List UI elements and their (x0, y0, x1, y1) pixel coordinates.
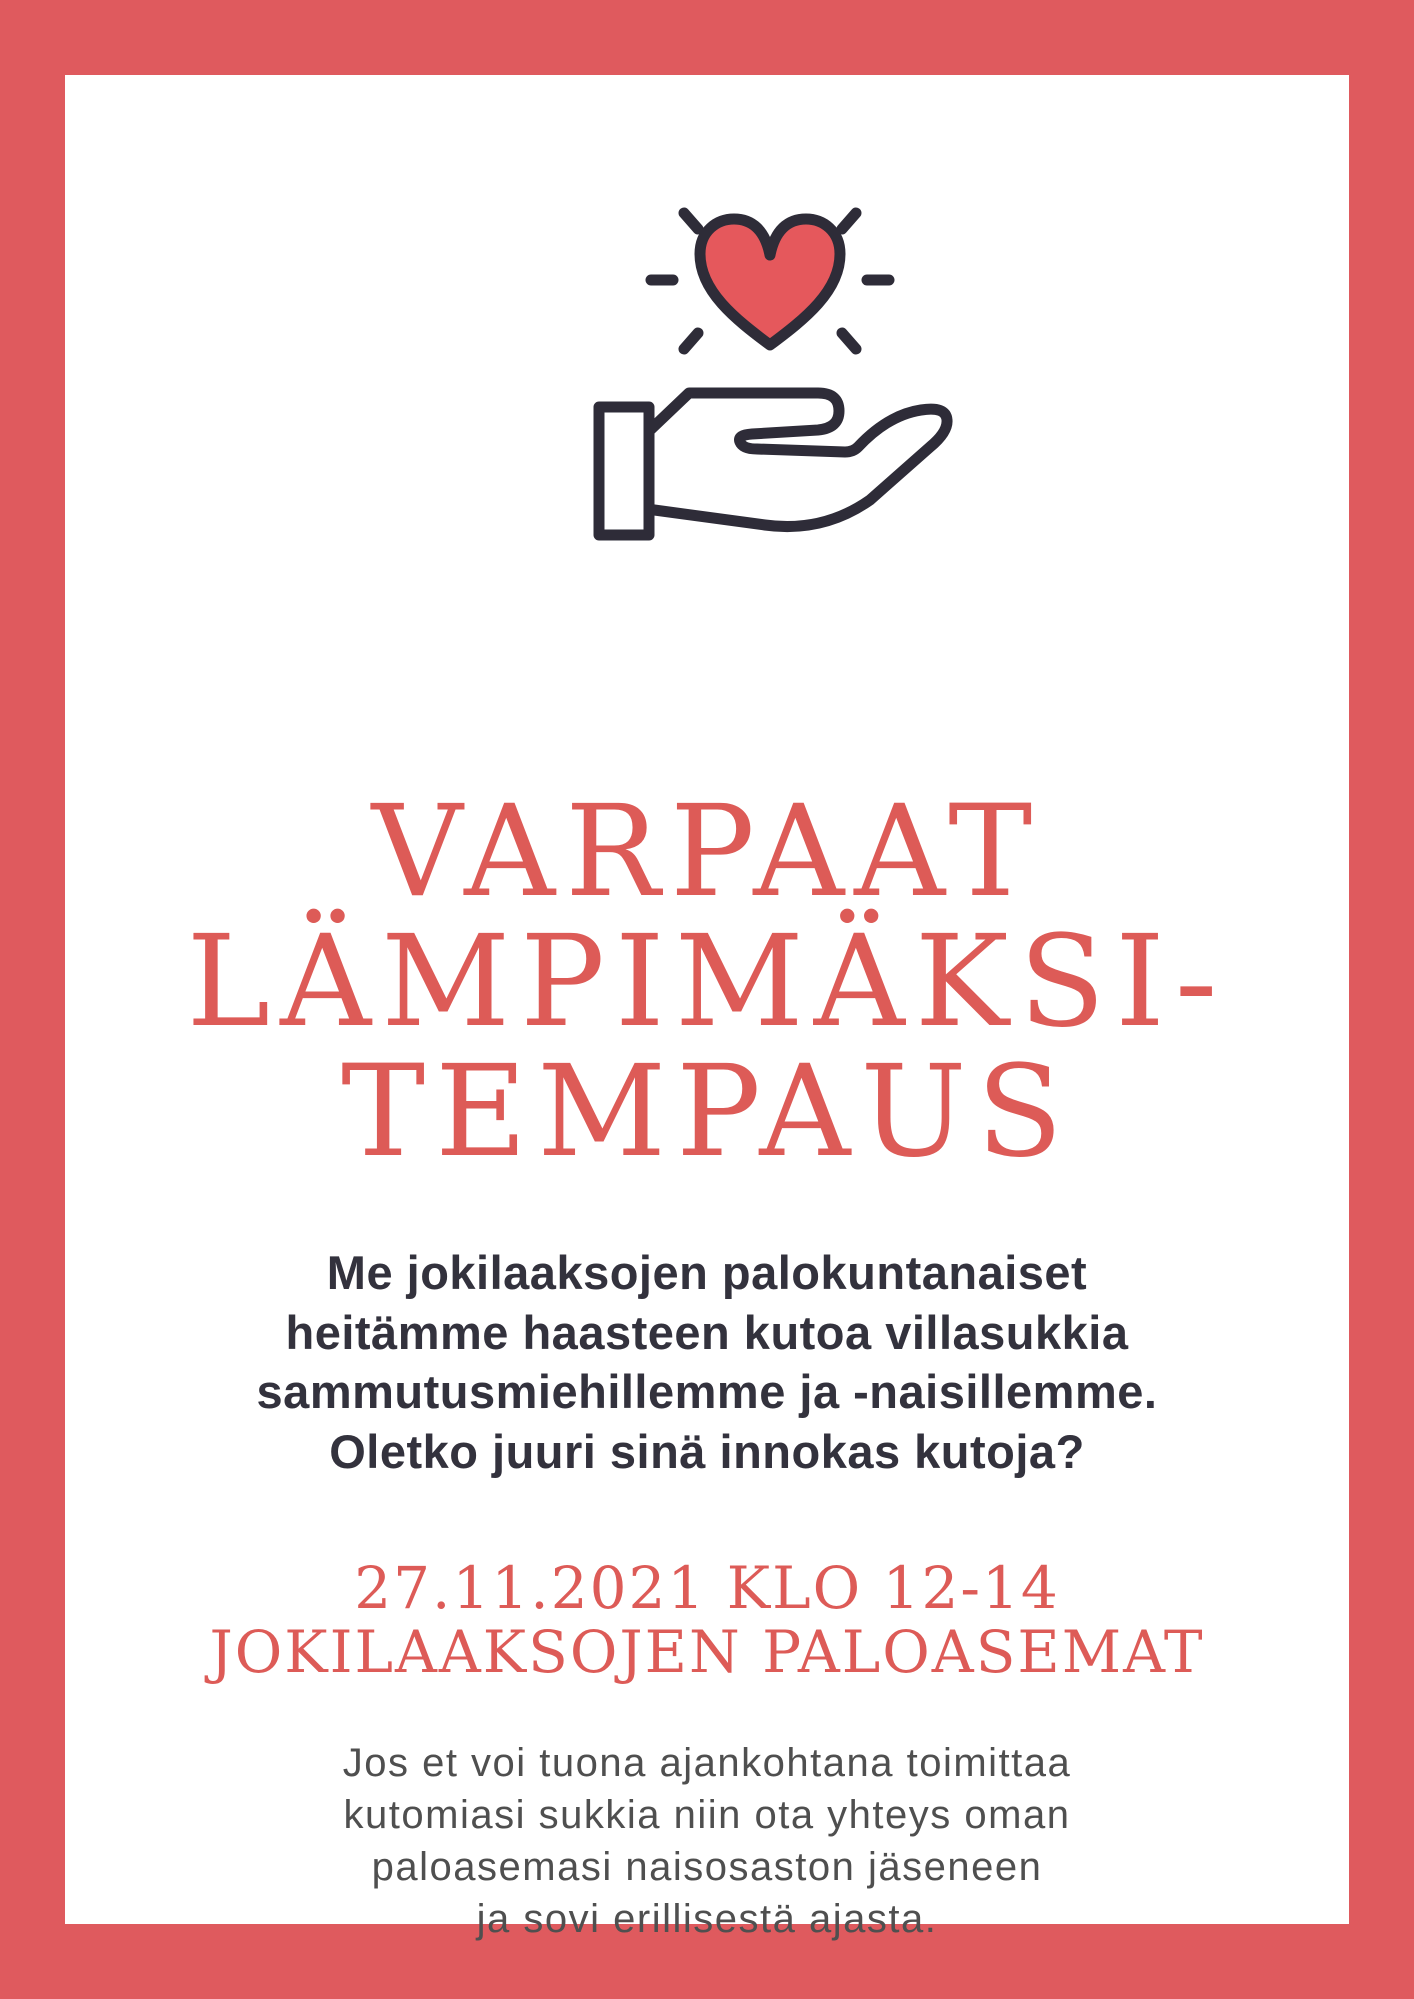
intro-line: Oletko juuri sinä innokas kutoja? (329, 1425, 1085, 1479)
note-line: Jos et voi tuona ajankohtana toimittaa (342, 1741, 1072, 1785)
heart-in-hand-svg (585, 183, 957, 545)
title-line: TEMPAUS (341, 1037, 1073, 1185)
intro-line: heitämme haasteen kutoa villasukkia (285, 1305, 1129, 1359)
footer-note (130, 1737, 1284, 1945)
intro-text (130, 1243, 1284, 1482)
title-line: LÄMPIMÄKSI- (186, 907, 1228, 1055)
note-line: ja sovi erillisestä ajasta. (476, 1897, 938, 1941)
hand-icon (599, 393, 947, 535)
title-line: VARPAAT (371, 778, 1043, 925)
heart-icon (700, 219, 840, 345)
event-location: JOKILAAKSOJEN PALOASEMAT (209, 1617, 1205, 1686)
note-line: kutomiasi sukkia niin ota yhteys oman (343, 1793, 1071, 1837)
intro-line: sammutusmiehillemme ja -naisillemme. (256, 1365, 1158, 1419)
poster-inner-panel (65, 75, 1349, 1941)
intro-line: Me jokilaaksojen palokuntanaiset (326, 1246, 1088, 1299)
event-date-time: 27.11.2021 KLO 12-14 (354, 1554, 1060, 1622)
event-details (130, 1554, 1284, 1686)
cuff-icon (599, 407, 649, 535)
poster-title (130, 778, 1284, 1185)
note-line: paloasemasi naisosaston jäseneen (371, 1845, 1043, 1889)
heart-in-hand-icon (585, 183, 957, 545)
